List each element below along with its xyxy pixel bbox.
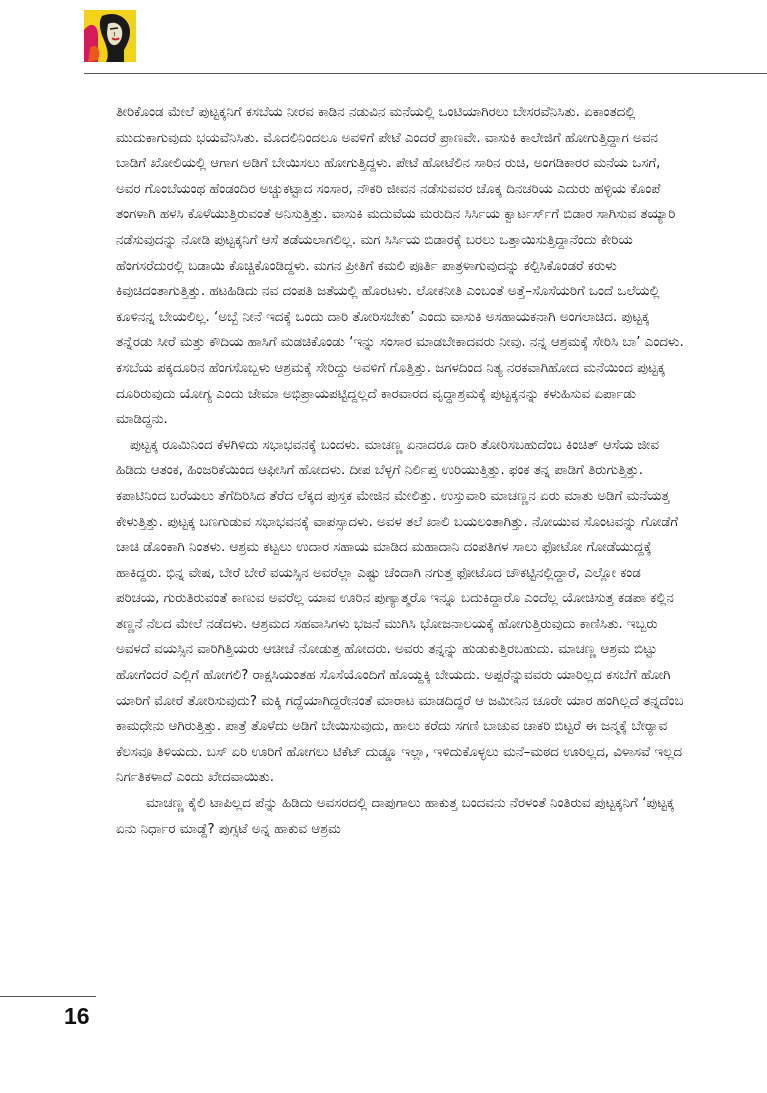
paragraph-2: ಪುಟ್ಟಕ್ಕ ರೂಮಿನಿಂದ ಕೆಳಗಿಳಿದು ಸಭಾಭವನಕ್ಕೆ ಬಂದಳು. ಮಾಚಣ್ಣ ಏನಾದರೂ ದಾರಿ ತೋರಿಸಬಹುದೆಂಬ ಕಿಂಚಿತ್ ಆಸೆಯ ಜೀವ ಹಿಡಿದು ಆತಂಕ, ಹಿಂಜರಿಕೆಯಿಂದ ಆಫೀಸಿಗೆ ಹೋದಳು. ದೀಪ ಬೆಳ್ಳಗೆ ನಿರ್ಲಿಪ್ತ ಉರಿಯುತ್ತಿತ್ತು. ಫಂಕ ತನ್ನ ಪಾಡಿಗೆ ತಿರುಗುತ್ತಿತ್ತು. ಕಪಾಟಿನಿಂದ ಬರೆಯಲು ತೆಗೆದಿರಿಸಿದ ತೆರೆದ ಲೆಕ್ಕದ ಪುಸ್ತಕ ಮೇಜಿನ ಮೇಲಿತ್ತು. ಉಸ್ತುವಾರಿ ಮಾಚಣ್ಣನ ಏರು ಮಾತು ಅಡಿಗೆ ಮನೆಯತ್ತ ಕೇಳುತ್ತಿತ್ತು. ಪುಟ್ಟಕ್ಕ ಬಣಗುಡುವ ಸಭಾಭವನಕ್ಕೆ ವಾಪಸ್ಸಾದಳು. ಅವಳ ತಲೆ ಖಾಲಿ ಬಯಲಂತಾಗಿತ್ತು. ನೋಯುವ ಸೊಂಟವನ್ನು ಗೋಡೆಗೆ ಚಾಚಿ ಡೊಂಕಾಗಿ ನಿಂತಳು. ಆಶ್ರಮ ಕಟ್ಟಲು ಉದಾರ ಸಹಾಯ ಮಾಡಿದ ಮಹಾದಾನಿ ದಂಪತಿಗಳ ಸಾಲು ಫೋಟೋ ಗೋಡೆಯುದ್ದಕ್ಕೆ ಹಾಕಿದ್ದರು. ಭಿನ್ನ ವೇಷ, ಬೇರೆ ಬೇರೆ ವಯಸ್ಸಿನ ಅವರೆಲ್ಲಾ ಎಷ್ಟು ಚೆಂದಾಗಿ ನಗುತ್ತ ಫೋಟೊದ ಚೌಕಟ್ಟಿನಲ್ಲಿದ್ದಾರೆ, ಎಲ್ಲೋ ಕಂಡ ಪರಿಚಯ, ಗುರುತಿರುವಂತೆ ಕಾಣುವ ಅವರೆಲ್ಲ ಯಾವ ಊರಿನ ಪುಣ್ಯಾತ್ಮರೊ ಇನ್ನೂ ಬದುಕಿದ್ದಾರೊ ಎಂದೆಲ್ಲ ಯೋಚಿಸುತ್ತ ಕಡಪಾ ಕಲ್ಲಿನ ತಣ್ಣನೆ ನೆಲದ ಮೇಲೆ ನಡೆದಳು. ಆಶ್ರಮದ ಸಹವಾಸಿಗಳು ಭಜನೆ ಮುಗಿಸಿ ಭೋಜನಾಲಯಕ್ಕೆ ಹೋಗುತ್ತಿರುವುದು ಕಾಣಿಸಿತು. ಇಬ್ಬರು ಅವಳದೆ ವಯಸ್ಸಿನ ವಾರಿಗಿತ್ತಿಯರು ಆಚೀಚೆ ನೋಡುತ್ತ ಹೋದರು. ಅವರು ತನ್ನನ್ನು ಹುಡುಕುತ್ತಿರಬಹುದು. ಮಾಚಣ್ಣ ಆಶ್ರಮ ಬಿಟ್ಟು ಹೋಗೆಂದರೆ ಎಲ್ಲಿಗೆ ಹೋಗಲಿ? ರಾಕ್ಷಸಿಯಂತಹ ಸೊಸೆಯೊಂದಿಗೆ ಹೊಯ್ದಕ್ಕಿ ಬೇಯದು. ಅಪ್ಪರೆನ್ನುವವರು ಯಾರಿಲ್ಲದ ಕಸಬೆಗೆ ಹೋಗಿ ಯಾರಿಗೆ ಮೋರೆ ತೋರಿಸುವುದು? ಮಕ್ಕಿ ಗದ್ದೆಯಾಗಿದ್ದರೇನಂತೆ ಮಾರಾಟ ಮಾಡದಿದ್ದರೆ ಆ ಜಮೀನಿನ ಚೂರೇ ಯಾರ ಹಂಗಿಲ್ಲದೆ ತನ್ನದೆಂಬ ಕಾಮಧೇನು ಆಗಿರುತ್ತಿತ್ತು. ಪಾತ್ರೆ ತೊಳೆದು ಅಡಿಗೆ ಬೇಯಿಸುವುದು, ಹಾಲು ಕರೆದು ಸಗಣಿ ಬಾಚುವ ಚಾಕರಿ ಬಿಟ್ಟರೆ ಈ ಜನ್ಮಕ್ಕೆ ಬೇರ್‍ಯಾವ ಕೆಲಸವೂ ತಿಳಿಯದು. ಬಸ್ ಏರಿ ಊರಿಗೆ ಹೋಗಲು ಟಿಕೆಟ್ ದುಡ್ಡೂ ಇಲ್ಲಾ, ಇಳಿದುಕೊಳ್ಳಲು ಮನೆ–ಮಠದ ಊರಿಲ್ಲದ, ವಿಳಾಸವೆ ಇಲ್ಲದ ನಿರ್ಗತಿಕಳಾದೆ ಎಂದು ಖೇದವಾಯಿತು. [116, 437, 684, 786]
paragraph-1: ತೀರಿಕೊಂಡ ಮೇಲೆ ಪುಟ್ಟಕ್ಕನಿಗೆ ಕಸಬೆಯ ನೀರವ ಕಾಡಿನ ನಡುವಿನ ಮನೆಯಲ್ಲಿ ಒಂಟಿಯಾಗಿರಲು ಬೇಸರವೆನಿಸಿತು. ಏಕಾಂತದಲ್ಲಿ ಮುದುಕಾಗುವುದು ಭಯವೆನಿಸಿತು. ಮೊದಲಿನಿಂದಲೂ ಅವಳಿಗೆ ಪೇಟೆ ಎಂದರೆ ಪ್ರಾಣವೇ. ವಾಸುಕಿ ಕಾಲೇಜಿಗೆ ಹೋಗುತ್ತಿದ್ದಾಗ ಅವನ ಬಾಡಿಗೆ ಖೋಲಿಯಲ್ಲಿ ಆಗಾಗ ಅಡಿಗೆ ಬೇಯಿಸಲು ಹೋಗುತ್ತಿದ್ದಳು. ಪೇಟೆ ಹೋಟೆಲಿನ ಸಾರಿನ ರುಚಿ, ಅಂಗಡಿಕಾರರ ಮನೆಯ ಒಸಗೆ, ಅವರ ಗೊಂಬೆಯಂಥ ಹೆಂಡಂದಿರ ಅಚ್ಚುಕಟ್ಟಾದ ಸಂಸಾರ, ನೌಕರಿ ಜೀವನ ನಡೆಸುವವರ ಚೊಕ್ಕ ದಿನಚರಿಯ ಎದುರು ಹಳ್ಳಿಯ ಕೊಂಪೆ ತಂಗಳಾಗಿ ಹಳಸಿ ಕೊಳೆಯುತ್ತಿರುವಂತೆ ಅನಿಸುತ್ತಿತ್ತು. ವಾಸುಕಿ ಮದುವೆಯ ಮರುದಿನ ಸಿರ್ಸಿಯ ಕ್ವಾರ್ಟರ್ಸ್‌ಗೆ ಬಿಡಾರ ಸಾಗಿಸುವ ತಯ್ಯಾರಿ ನಡೆಸುವುದನ್ನು ನೋಡಿ ಪುಟ್ಟಕ್ಕನಿಗೆ ಆಸೆ ತಡೆಯಲಾಗಲಿಲ್ಲ. ಮಗ ಸಿರ್ಸಿಯ ಬಿಡಾರಕ್ಕೆ ಬರಲು ಒತ್ತಾಯಿಸುತ್ತಿದ್ದಾನೆಂದು ಕೇರಿಯ ಹೆಂಗಸರೆದುರಲ್ಲಿ ಬಡಾಯಿ ಕೊಚ್ಚಿಕೊಂಡಿದ್ದಳು. ಮಗನ ಪ್ರೀತಿಗೆ ಕಮಲಿ ಪೂರ್ತಿ ಪಾತ್ರಳಾಗುವುದನ್ನು ಕಲ್ಪಿಸಿಕೊಂಡರೆ ಕರುಳು ಕಿವುಚಿದಂತಾಗುತ್ತಿತ್ತು. ಹಟಹಿಡಿದು ನವ ದಂಪತಿ ಜತೆಯಲ್ಲಿ ಹೊರಟಳು. ಲೋಕನೀತಿ ಎಂಬಂತೆ ಅತ್ತೆ–ಸೊಸೆಯರಿಗೆ ಒಂದೆ ಒಲೆಯಲ್ಲಿ ಕೂಳಿನನ್ನ ಬೇಯಲಿಲ್ಲ. ‘ಅಬ್ಬೆ ನೀನೆ ಇದಕ್ಕೆ ಒಂದು ದಾರಿ ತೋರಿಸಬೇಕು’ ಎಂದು ವಾಸುಕಿ ಅಸಹಾಯಕನಾಗಿ ಅಂಗಲಾಚಿದ. ಪುಟ್ಟಕ್ಕ ತನ್ನೆರಡು ಸೀರೆ ಮತ್ತು ಕೌದಿಯ ಹಾಸಿಗೆ ಮಡಚಿಕೊಂಡು ‘ಇನ್ನು ಸಂಸಾರ ಮಾಡಬೇಕಾದವರು ನೀವು. ನನ್ನ ಆಶ್ರಮಕ್ಕೆ ಸೇರಿಸಿ ಬಾ’ ಎಂದಳು. ಕಸಬೆಯ ಪಕ್ಕದೂರಿನ ಹೆಂಗಸೊಬ್ಬಳು ಆಶ್ರಮಕ್ಕೆ ಸೇರಿದ್ದು ಅವಳಿಗೆ ಗೊತ್ತಿತ್ತು. ಜಗಳದಿಂದ ನಿತ್ಯ ನರಕವಾಗಿಹೋದ ಮನೆಯಿಂದ ಪುಟ್ಟಕ್ಕ ದೂರಿರುವುದು ಯೋಗ್ಯ ಎಂದು ಜೇಮಾ ಅಭಿಪ್ರಾಯಪಟ್ಟಿದ್ದಲ್ಲದೆ ಕಾರವಾರದ ವೃದ್ಧಾಶ್ರಮಕ್ಕೆ ಪುಟ್ಟಕ್ಕನನ್ನು ಕಳುಹಿಸುವ ಏರ್ಪಾಡು ಮಾಡಿದ್ದನು. [116, 105, 684, 428]
page-number: 16 [64, 1003, 90, 1029]
woman-portrait-logo-icon [84, 10, 136, 62]
footer-rule [0, 996, 96, 997]
header-rule [84, 73, 767, 74]
story-text [116, 100, 686, 842]
logo-graphic [84, 10, 136, 62]
paragraph-3: ಮಾಚಣ್ಣ ಕೈಲಿ ಟಾಪಿಲ್ಲದ ಪೆನ್ನು ಹಿಡಿದು ಅವಸರದಲ್ಲಿ ದಾಪುಗಾಲು ಹಾಕುತ್ತ ಬಂದವನು ನೆರಳಂತೆ ನಿಂತಿರುವ ಪುಟ್ಟಕ್ಕನಿಗೆ ‘ಪುಟ್ಟಕ್ಕ ಏನು ನಿರ್ಧಾರ ಮಾಡ್ದೆ? ಪುಗ್ಸಟೆ ಅನ್ನ ಹಾಕುವ ಆಶ್ರಮ [116, 796, 675, 837]
